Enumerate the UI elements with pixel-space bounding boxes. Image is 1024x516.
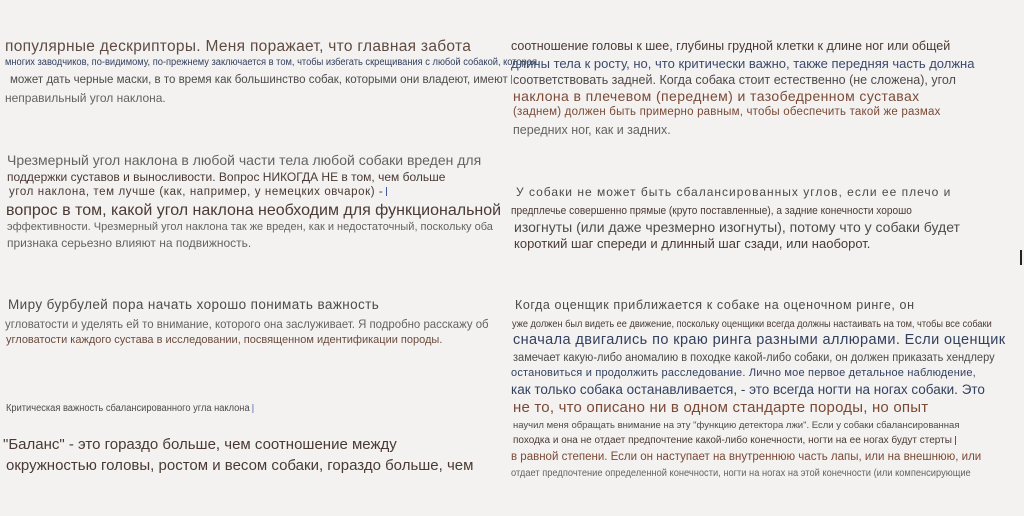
paragraph-line: неправильный угол наклона.: [5, 91, 166, 105]
paragraph-line: отдает предпочтение определенной конечности, ногти на ногах на этой конечности (или компенсирующие: [511, 468, 971, 479]
paragraph-line: (заднем) должен быть примерно равным, чтобы обеспечить такой же размах: [513, 106, 941, 118]
section-heading: [6, 404, 253, 414]
text-marker: [252, 404, 253, 413]
text-marker: [511, 75, 512, 84]
paragraph-line: [513, 436, 956, 446]
paragraph-line: поддержки суставов и выносливости. Вопрос НИКОГДА НЕ в том, чем больше: [7, 170, 446, 184]
line-text: походка и она не отдает предпочтение какой-либо конечности, ногти на ее ногах будут стерты: [513, 435, 952, 447]
paragraph-line: У собаки не может быть сбалансированных углов, если ее плечо и: [516, 185, 952, 199]
paragraph-line: угловатости и уделять ей то внимание, которого она заслуживает. Я подробно расскажу об: [5, 317, 489, 331]
paragraph-line: многих заводчиков, по-видимому, по-прежнему заключается в том, чтобы избегать скрещивания с любой собакой, которая: [5, 57, 537, 68]
paragraph-line: окружностью головы, ростом и весом собаки, гораздо больше, чем: [6, 457, 474, 474]
paragraph-line: "Баланс" - это гораздо больше, чем соотношение между: [3, 436, 397, 453]
paragraph-line: не то, что описано ни в одном стандарте породы, но опыт: [513, 399, 929, 416]
paragraph-line: признака серьезно влияют на подвижность.: [7, 236, 252, 250]
paragraph-line: угловатости каждого сустава в исследовании, посвященном идентификации породы.: [6, 334, 443, 346]
text-marker: [386, 187, 387, 196]
paragraph-line: [10, 75, 512, 87]
paragraph-line: длины тела к росту, но, что критически важно, также передняя часть должна: [511, 56, 975, 71]
paragraph-line: короткий шаг спереди и длинный шаг сзади, или наоборот.: [514, 236, 871, 251]
paragraph-line: как только собака останавливается, - это всегда ногти на ногах собаки. Это: [511, 382, 985, 397]
paragraph-line: в равной степени. Если он наступает на внутреннюю часть лапы, или на внешнюю, или: [511, 451, 982, 463]
line-text: может дать черные маски, в то время как большинство собак, которыми они владеют, имеют: [10, 74, 508, 86]
paragraph-line: предплечье совершенно прямые (круто поставленные), а задние конечности хорошо: [511, 205, 912, 217]
paragraph-line: Когда оценщик приближается к собаке на оценочном ринге, он: [515, 298, 915, 312]
paragraph-line: уже должен был видеть ее движение, поскольку оценщики всегда должны настаивать на том, чтобы все собаки: [512, 319, 992, 330]
paragraph-line: наклона в плечевом (переднем) и тазобедренном суставах: [513, 88, 920, 104]
paragraph-line: передних ног, как и задних.: [513, 123, 671, 137]
paragraph-line: изогнуты (или даже чрезмерно изогнуты), потому что у собаки будет: [514, 219, 960, 235]
paragraph-line: эффективности. Чрезмерный угол наклона так же вреден, как и недостаточный, поскольку оба: [7, 221, 493, 233]
paragraph-line: соответствовать задней. Когда собака стоит естественно (не сложена), угол: [513, 73, 956, 87]
paragraph-line: соотношение головы к шее, глубины грудной клетки к длине ног или общей: [511, 39, 951, 53]
text-marker: [955, 436, 956, 445]
paragraph-line: остановиться и продолжить расследование. Лично мое первое детальное наблюдение,: [511, 367, 976, 379]
paragraph-line: Миру бурбулей пора начать хорошо понимать важность: [8, 297, 380, 312]
paragraph-line: вопрос в том, какой угол наклона необходим для функциональной: [6, 202, 502, 219]
paragraph-line: [9, 187, 387, 199]
line-text: угол наклона, тем лучше (как, например, у немецких овчарок) -: [9, 186, 384, 198]
paragraph-line: замечает какую-либо аномалию в походке какой-либо собаки, он должен приказать хендлеру: [513, 352, 995, 364]
text-cursor: [1020, 250, 1022, 265]
paragraph-line: популярные дескрипторы. Меня поражает, что главная забота: [5, 38, 472, 55]
heading-text: Критическая важность сбалансированного угла наклона: [6, 403, 250, 415]
paragraph-line: Чрезмерный угол наклона в любой части тела любой собаки вреден для: [7, 152, 482, 168]
paragraph-line: научил меня обращать внимание на эту "функцию детектора лжи". Если у собаки сбалансированная: [513, 420, 960, 431]
paragraph-line: сначала двигались по краю ринга разными аллюрами. Если оценщик: [513, 332, 1006, 348]
